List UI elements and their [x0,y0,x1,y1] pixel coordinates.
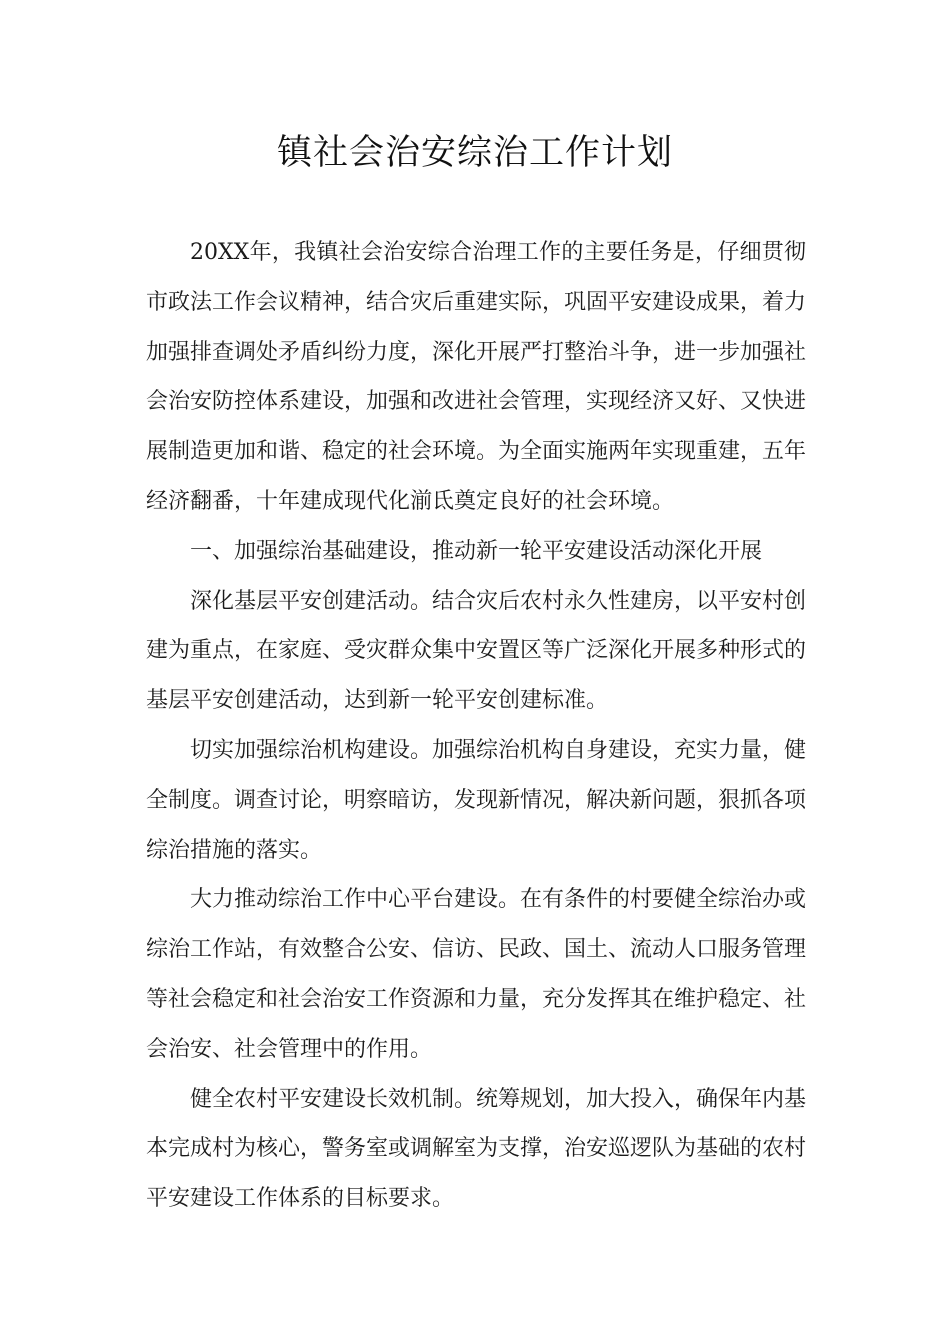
paragraph-center-platform: 大力推动综治工作中心平台建设。在有条件的村要健全综治办或综治工作站，有效整合公安、信访、民政、国土、流动人口服务管理等社会稳定和社会治安工作资源和力量，充分发挥其在维护稳定、社会治安、社会管理中的作用。 [146,887,807,1062]
paragraph-grassroots-safety: 深化基层平安创建活动。结合灾后农村永久性建房，以平安村创建为重点，在家庭、受灾群众集中安置区等广泛深化开展多种形式的基层平安创建活动，达到新一轮平安创建标准。 [146,588,807,714]
paragraph-intro: 20XX年，我镇社会治安综合治理工作的主要任务是，仔细贯彻市政法工作会议精神，结合灾后重建实际，巩固平安建设成果，着力加强排查调处矛盾纠纷力度，深化开展严打整治斗争，进一步加强社会治安防控体系建设，加强和改进社会管理，实现经济又好、又快进展制造更加和谐、稳定的社会环境。为全面实施两年实现重建，五年经济翻番，十年建成现代化湔氐奠定良好的社会环境。 [146,240,807,514]
document-title: 镇社会治安综治工作计划 [276,133,673,173]
document-body [146,228,806,1224]
paragraph-institution-building: 切实加强综治机构建设。加强综治机构自身建设，充实力量，健全制度。调查讨论，明察暗访，发现新情况，解决新问题，狠抓各项综治措施的落实。 [146,737,807,863]
paragraph-long-term-mechanism: 健全农村平安建设长效机制。统筹规划，加大投入，确保年内基本完成村为核心，警务室或调解室为支撑，治安巡逻队为基础的农村平安建设工作体系的目标要求。 [146,1086,807,1212]
section-heading-1: 一、加强综治基础建设，推动新一轮平安建设活动深化开展 [190,538,763,564]
